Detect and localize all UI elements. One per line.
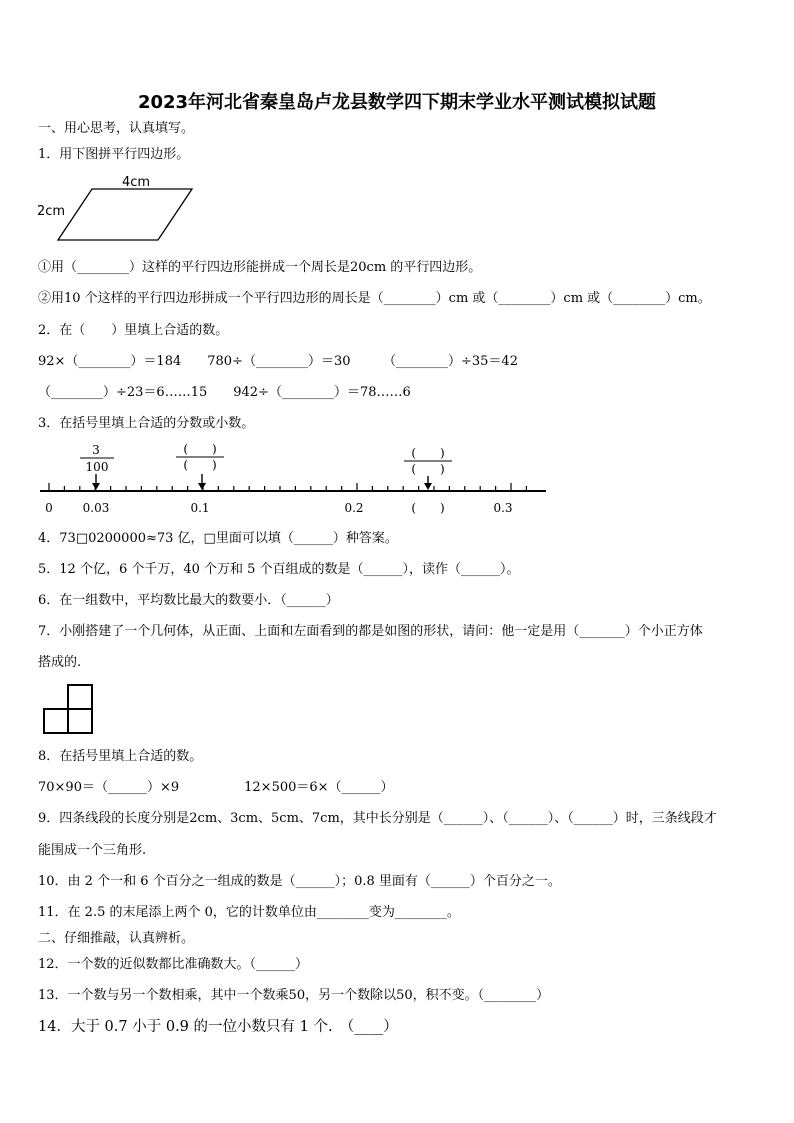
- square-bottom-right: [68, 709, 92, 733]
- question-1-part-a: ①用（________）这样的平行四边形能拼成一个周长是20cm 的平行四边形。: [38, 260, 482, 275]
- question-11: 11．在 2.5 的末尾添上两个 0，它的计数单位由________变为________。: [38, 905, 460, 920]
- arrow-1-head: [92, 483, 100, 490]
- arrow-2-head: [198, 483, 206, 490]
- question-14: 14．大于 0.7 小于 0.9 的一位小数只有 1 个. （____）: [38, 1019, 398, 1035]
- fraction-3-denominator: ( ): [411, 462, 445, 476]
- square-bottom-left: [44, 709, 68, 733]
- number-line-figure: [36, 440, 556, 518]
- question-1: 1．用下图拼平行四边形。: [38, 147, 190, 162]
- label-blank: ( ): [411, 501, 445, 515]
- question-7-line-2: 搭成的.: [38, 655, 82, 670]
- fraction-1-numerator: 3: [92, 443, 100, 457]
- question-13: 13．一个数与另一个数相乘，其中一个数乘50，另一个数除以50，积不变。（________）: [38, 988, 550, 1003]
- arrow-3-head: [424, 483, 432, 490]
- parallelogram-side-label: 2cm: [37, 204, 66, 219]
- parallelogram-top-label: 4cm: [122, 175, 151, 190]
- label-0-03: 0.03: [82, 501, 110, 515]
- fraction-1-denominator: 100: [85, 460, 109, 474]
- question-12: 12．一个数的近似数都比准确数大。（______）: [38, 957, 309, 972]
- question-9-line-2: 能围成一个三角形.: [38, 843, 147, 858]
- question-9-line-1: 9．四条线段的长度分别是2cm、3cm、5cm、7cm，其中长分别是（______）、（______）、（______）时，三条线段才: [38, 811, 717, 826]
- question-2: 2．在（ ）里填上合适的数。: [38, 323, 229, 338]
- cube-view-figure: [40, 682, 96, 738]
- question-3: 3．在括号里填上合适的分数或小数。: [38, 416, 255, 431]
- label-0-2: 0.2: [344, 501, 364, 515]
- number-line-ticks: [49, 483, 526, 491]
- question-4: 4．73□0200000≈73 亿，□里面可以填（______）种答案。: [38, 531, 398, 546]
- question-7-line-1: 7．小刚搭建了一个几何体，从正面、上面和左面看到的都是如图的形状，请问：他一定是用（_______）个小正方体: [38, 624, 703, 639]
- label-0-3: 0.3: [493, 501, 513, 515]
- parallelogram-shape: [58, 189, 192, 240]
- fraction-3-numerator: ( ): [411, 446, 445, 460]
- question-8: 8．在括号里填上合适的数。: [38, 749, 203, 764]
- label-0: 0: [45, 501, 53, 515]
- question-2-row-2: （________）÷23＝6……15 942÷（________）＝78……6: [38, 385, 411, 400]
- fraction-2-numerator: ( ): [183, 442, 217, 456]
- question-10: 10．由 2 个一和 6 个百分之一组成的数是（______）；0.8 里面有（______）个百分之一。: [38, 874, 561, 889]
- question-5: 5．12 个亿，6 个千万，40 个万和 5 个百组成的数是（______），读作（______）。: [38, 562, 520, 577]
- section-1-heading: 一、用心思考，认真填写。: [38, 121, 195, 136]
- section-2-heading: 二、仔细推敲，认真辨析。: [38, 931, 195, 946]
- label-0-1: 0.1: [190, 501, 210, 515]
- question-1-part-b: ②用10 个这样的平行四边形拼成一个平行四边形的周长是（________）cm 或（________）cm 或（________）cm。: [38, 291, 711, 306]
- page-title: 2023年河北省秦皇岛卢龙县数学四下期末学业水平测试模拟试题: [137, 92, 657, 113]
- question-8-row: 70×90＝（______）×9 12×500＝6×（______）: [38, 780, 394, 795]
- question-2-row-1: 92×（________）＝184 780÷（________）＝30 （________）÷35＝42: [38, 354, 518, 369]
- parallelogram-figure: [34, 172, 234, 248]
- square-top: [68, 685, 92, 709]
- question-6: 6．在一组数中，平均数比最大的数要小．（______）: [38, 593, 339, 608]
- fraction-2-denominator: ( ): [183, 458, 217, 472]
